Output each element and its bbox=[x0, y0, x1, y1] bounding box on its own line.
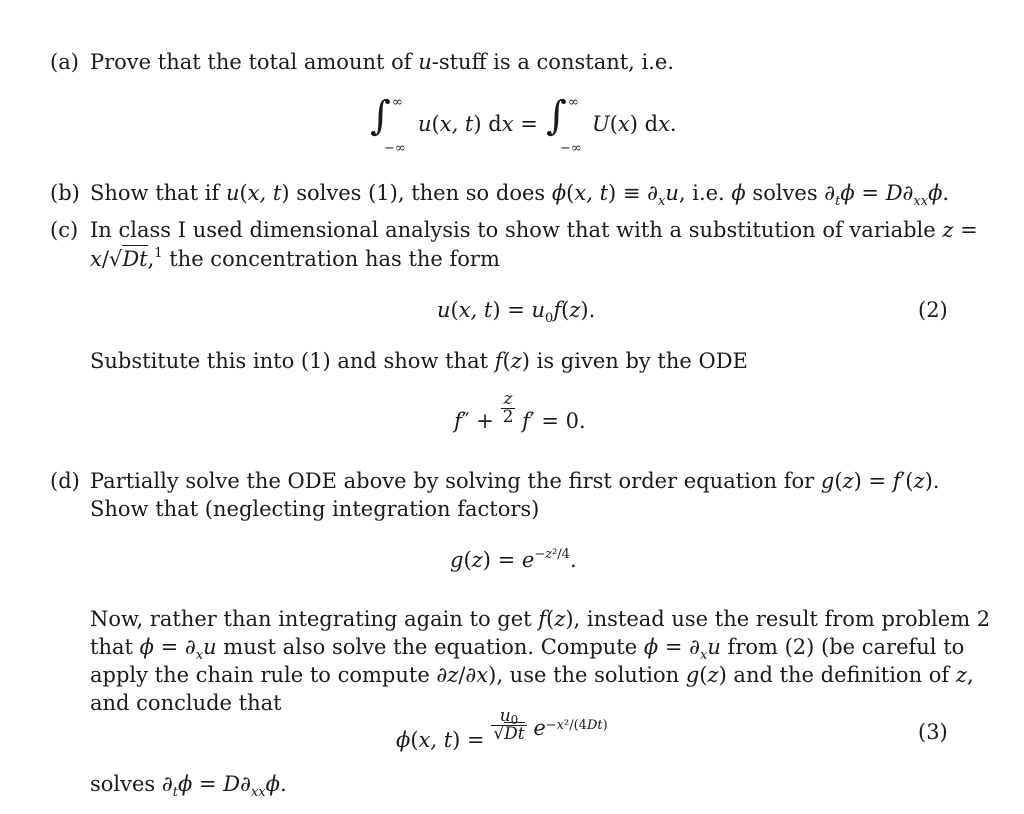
item-text-d-para-line4: and conclude that bbox=[90, 691, 282, 715]
item-text-d-line2: Show that (neglecting integration factors) bbox=[90, 497, 540, 521]
item-text-d-closing: solves $\partial_t\phi = D\partial_{xx}\phi$. bbox=[90, 772, 287, 800]
item-text-c-line2: x/√Dt,$^1$ the concentration has the form bbox=[90, 246, 500, 271]
equation-number-3: (3) bbox=[918, 720, 948, 744]
item-label-c: (c) bbox=[50, 218, 79, 242]
item-label-d: (d) bbox=[50, 469, 80, 493]
item-text-c-line3: Substitute this into (1) and show that f(z) is given by the ODE bbox=[90, 349, 748, 373]
equation-3: ϕ(x, t) = $\frac{u0}{√Dt}$ $e^{-x^2/(4Dt)}$ bbox=[396, 706, 608, 752]
equation-number-2: (2) bbox=[918, 298, 948, 322]
item-text-d-para-line3: apply the chain rule to compute ∂z/∂x), use the solution g(z) and the definition of z, bbox=[90, 663, 974, 687]
item-text-d-para-line2: that $\phi = \partial_xu$ must also solve the equation. Compute $\phi = \partial_xu$ from (2) (be careful to bbox=[90, 635, 965, 663]
item-text-c-line1: In class I used dimensional analysis to show that with a substitution of variable z = bbox=[90, 218, 978, 242]
equation-a: ∫ ∞ −∞ u(x, t) dx = ∫ ∞ −∞ U(x) dx. bbox=[370, 93, 677, 156]
equation-2: u(x, $t) = u_0f(z)$. bbox=[437, 298, 596, 326]
item-text-d-para-line1: Now, rather than integrating again to get f(z), instead use the result from problem 2 bbox=[90, 607, 991, 631]
item-text-d-line1: Partially solve the ODE above by solving the first order equation for g(z) = f′(z). bbox=[90, 469, 940, 493]
equation-ode: f″ + $\frac{z}{2}$ f′ = 0. bbox=[454, 389, 586, 433]
equation-g: $g(z) = e^{-z^2/4}$. bbox=[450, 547, 577, 572]
item-label-a: (a) bbox=[50, 50, 79, 74]
item-text-b: Show that if u(x, t) solves (1), then so does ϕ(x, $t) \equiv \partial_xu$, i.e. ϕ solves $\partial_t\phi = D\partial_{xx}\phi$. bbox=[90, 181, 950, 209]
item-text-a: Prove that the total amount of u-stuff is a constant, i.e. bbox=[90, 50, 675, 74]
item-label-b: (b) bbox=[50, 181, 80, 205]
